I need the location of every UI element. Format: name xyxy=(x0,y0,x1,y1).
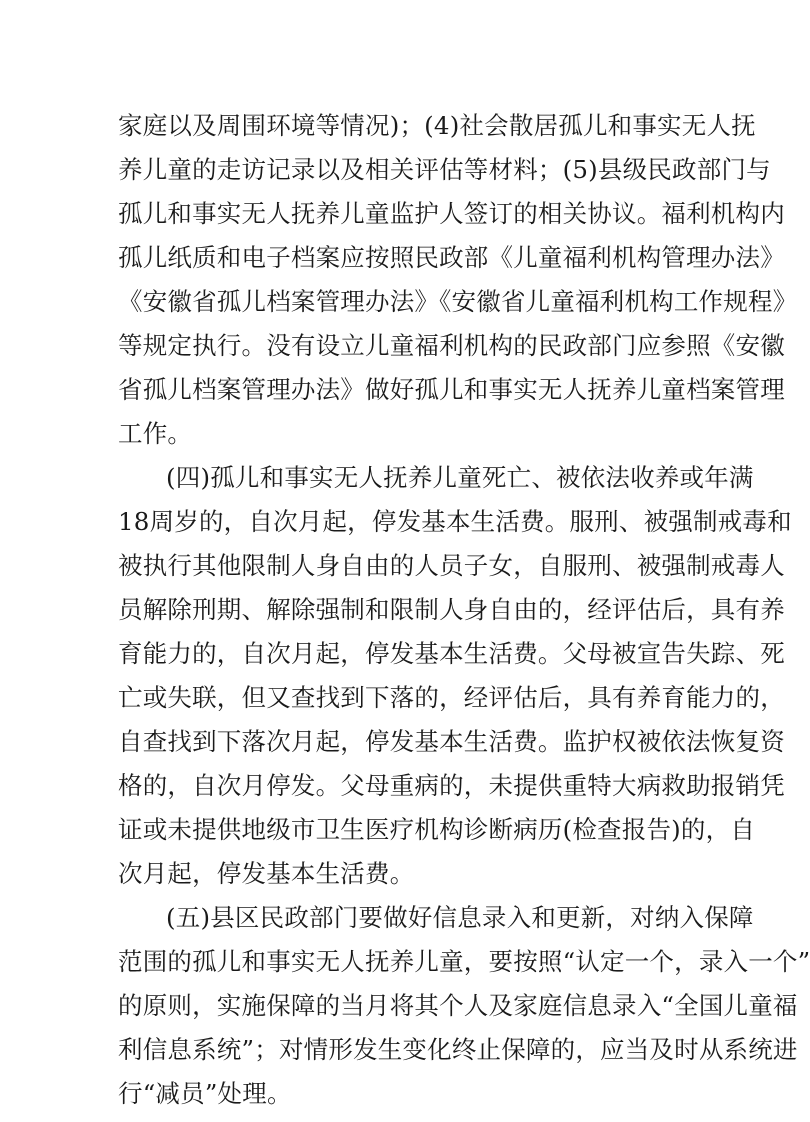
text-line: 自查找到下落次月起，停发基本生活费。监护权被依法恢复资 xyxy=(118,727,785,756)
text-line: 被执行其他限制人身自由的人员子女，自服刑、被强制戒毒人 xyxy=(118,551,785,580)
text-line: 孤儿和事实无人抚养儿童监护人签订的相关协议。福利机构内 xyxy=(118,199,785,228)
text-line: 格的，自次月停发。父母重病的，未提供重特大病救助报销凭 xyxy=(118,771,785,800)
text-line: 家庭以及周围环境等情况)；(4)社会散居孤儿和事实无人抚 xyxy=(118,111,756,140)
paragraph-heading-line: (四)孤儿和事实无人抚养儿童死亡、被依法收养或年满 xyxy=(166,463,754,492)
text-line: 工作。 xyxy=(118,419,193,448)
text-line: 省孤儿档案管理办法》做好孤儿和事实无人抚养儿童档案管理 xyxy=(118,375,785,404)
text-line: 证或未提供地级市卫生医疗机构诊断病历(检查报告)的，自 xyxy=(118,815,756,844)
text-line: 的原则，实施保障的当月将其个人及家庭信息录入“全国儿童福 xyxy=(118,991,798,1020)
text-line: 利信息系统”；对情形发生变化终止保障的，应当及时从系统进 xyxy=(118,1035,798,1064)
text-line: 范围的孤儿和事实无人抚养儿童，要按照“认定一个，录入一个” xyxy=(118,947,810,976)
text-line: 亡或失联，但又查找到下落的，经评估后，具有养育能力的， xyxy=(118,683,785,712)
text-line: 行“减员”处理。 xyxy=(118,1079,292,1108)
text-line: 次月起，停发基本生活费。 xyxy=(118,859,415,888)
paragraph-heading-line: (五)县区民政部门要做好信息录入和更新，对纳入保障 xyxy=(166,903,754,932)
text-line: 18周岁的，自次月起，停发基本生活费。服刑、被强制戒毒和 xyxy=(118,507,792,536)
text-line: 员解除刑期、解除强制和限制人身自由的，经评估后，具有养 xyxy=(118,595,785,624)
text-line: 养儿童的走访记录以及相关评估等材料；(5)县级民政部门与 xyxy=(118,155,771,184)
text-line: 育能力的，自次月起，停发基本生活费。父母被宣告失踪、死 xyxy=(118,639,785,668)
text-line: 《安徽省孤儿档案管理办法》《安徽省儿童福利机构工作规程》 xyxy=(118,287,798,316)
text-line: 孤儿纸质和电子档案应按照民政部《儿童福利机构管理办法》 xyxy=(118,243,785,272)
text-line: 等规定执行。没有设立儿童福利机构的民政部门应参照《安徽 xyxy=(118,331,785,360)
